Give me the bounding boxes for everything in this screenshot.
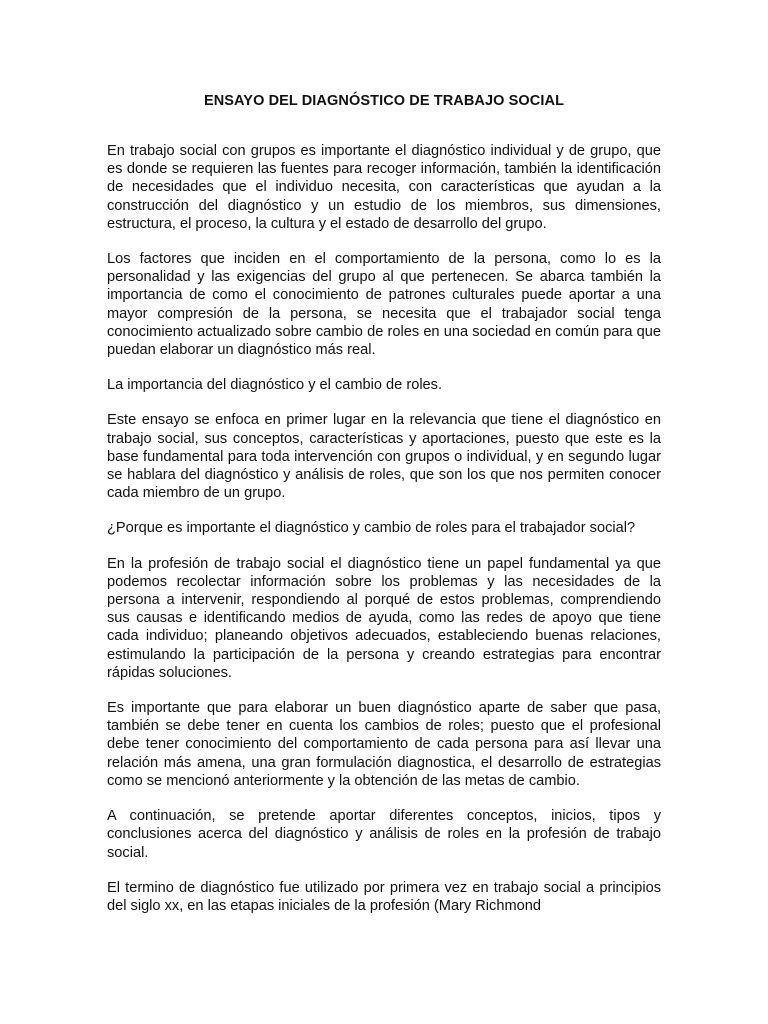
paragraph-question: ¿Porque es importante el diagnóstico y cambio de roles para el trabajador social? — [107, 520, 636, 537]
document-page — [107, 92, 661, 932]
paragraph-intro: En trabajo social con grupos es importante el diagnóstico individual y de grupo, que es donde se requieren las fuentes para recoger información, también la identificación de necesidades que el individuo necesita, con características que ayudan a la construcción del diagnóstico y un estudio de los miembros, sus dimensiones, estructura, el proceso, la cultura y el estado de desarrollo del grupo. — [107, 143, 661, 232]
paragraph-factors: Los factores que inciden en el comportamiento de la persona, como lo es la personalidad y las exigencias del grupo al que pertenecen. Se abarca también la importancia de como el conocimiento de patrones culturales puede aportar a una mayor compresión de la persona, se necesita que el trabajador social tenga conocimiento actualizado sobre cambio de roles en una sociedad en común para que puedan elaborar un diagnóstico más real. — [107, 251, 661, 359]
paragraph-profession-role: En la profesión de trabajo social el diagnóstico tiene un papel fundamental ya que podemos recolectar información sobre los problemas y las necesidades de la persona a intervenir, respondiendo al porqué de estos problemas, comprendiendo sus causas e identificando medios de ayuda, como las redes de apoyo que tiene cada individuo; planeando objetivos adecuados, estableciendo buenas relaciones, estimulando la participación de la persona y creando estrategias para encontrar rápidas soluciones. — [107, 555, 661, 681]
paragraph-term-origin: El termino de diagnóstico fue utilizado por primera vez en trabajo social a principios del siglo xx, en las etapas iniciales de la profesión (Mary Richmond — [107, 879, 661, 914]
paragraph-importance-heading: La importancia del diagnóstico y el cambio de roles. — [107, 377, 443, 394]
document-title: ENSAYO DEL DIAGNÓSTICO DE TRABAJO SOCIAL — [203, 93, 565, 109]
paragraph-continuation: A continuación, se pretende aportar diferentes conceptos, inicios, tipos y conclusiones acerca del diagnóstico y análisis de roles en la profesión de trabajo social. — [107, 808, 661, 861]
paragraph-essay-focus: Este ensayo se enfoca en primer lugar en la relevancia que tiene el diagnóstico en trabajo social, sus conceptos, características y aportaciones, puesto que este es la base fundamental para toda intervención con grupos o individual, y en segundo lugar se hablara del diagnóstico y análisis de roles, que son los que nos permiten conocer cada miembro de un grupo. — [107, 412, 661, 502]
paragraph-role-changes: Es importante que para elaborar un buen diagnóstico aparte de saber que pasa, también se debe tener en cuenta los cambios de roles; puesto que el profesional debe tener conocimiento del comportamiento de cada persona para así llevar una relación más amena, una gran formulación diagnostica, el desarrollo de estrategias como se mencionó anteriormente y la obtención de las metas de cambio. — [107, 700, 661, 789]
